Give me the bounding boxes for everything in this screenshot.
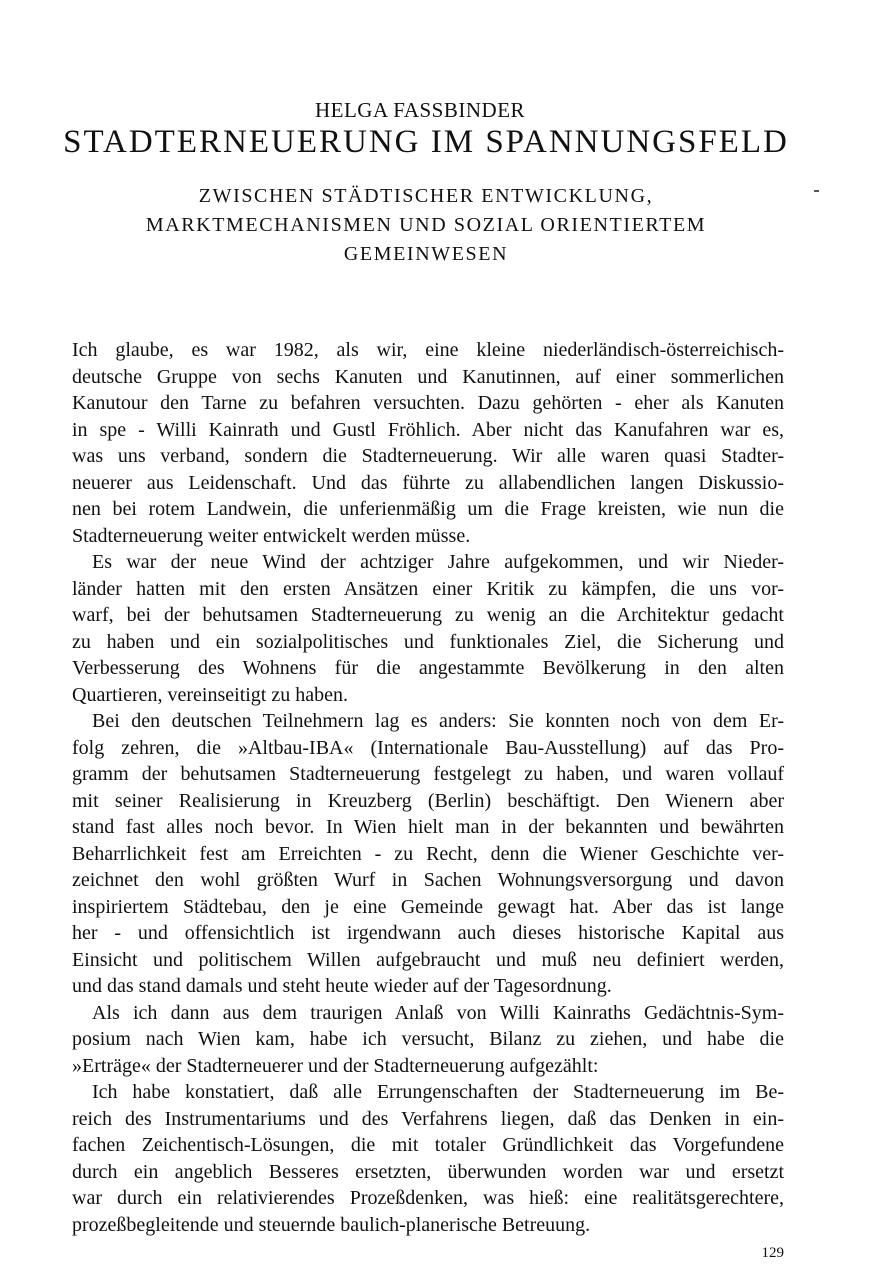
- text-line: war durch ein relativierendes Prozeßdenken, was hieß: eine realitätsgerechtere,: [72, 1187, 784, 1209]
- text-line: »Erträge« der Stadterneuerer und der Stadterneuerung aufgezählt:: [72, 1054, 599, 1077]
- text-line: Beharrlichkeit fest am Erreichten - zu Recht, denn die Wiener Geschichte ver-: [72, 842, 784, 865]
- body-text: [72, 337, 784, 1238]
- text-line: Quartieren, vereinseitigt zu haben.: [72, 683, 348, 706]
- text-line: länder hatten mit den ersten Ansätzen einer Kritik zu kämpfen, die uns vor-: [72, 577, 784, 600]
- text-line: Ich glaube, es war 1982, als wir, eine kleine niederländisch-österreichisch-: [72, 339, 784, 361]
- text-line: fachen Zeichentisch-Lösungen, die mit totaler Gründlichkeit das Vorgefundene: [72, 1134, 784, 1156]
- text-line: inspiriertem Städtebau, den je eine Gemeinde gewagt hat. Aber das ist lange: [72, 895, 784, 918]
- text-line: Einsicht und politischem Willen aufgebraucht und muß neu definiert werden,: [72, 948, 784, 971]
- text-line: was uns verband, sondern die Stadterneuerung. Wir alle waren quasi Stadter-: [72, 445, 784, 467]
- text-line: Ich habe konstatiert, daß alle Errungenschaften der Stadterneuerung im Be-: [92, 1081, 784, 1103]
- text-line: stand fast alles noch bevor. In Wien hielt man in der bekannten und bewährten: [72, 816, 784, 838]
- page-title: STADTERNEUERUNG IM SPANNUNGSFELD: [63, 124, 789, 160]
- page-number: 129: [761, 1245, 784, 1261]
- text-line: Verbesserung des Wohnens für die angestammte Bevölkerung in den alten: [72, 657, 784, 679]
- text-line: folg zehren, die »Altbau-IBA« (Internationale Bau-Ausstellung) auf das Pro-: [72, 736, 784, 759]
- paragraph: [72, 708, 784, 1000]
- text-line: und das stand damals und steht heute wieder auf der Tagesordnung.: [72, 975, 612, 997]
- paragraph: [72, 1000, 784, 1080]
- text-line: zu haben und ein sozialpolitisches und funktionales Ziel, die Sicherung und: [72, 630, 784, 653]
- text-line: mit seiner Realisierung in Kreuzberg (Berlin) beschäftigt. Den Wienern aber: [72, 789, 784, 812]
- text-line: Als ich dann aus dem traurigen Anlaß von Willi Kainraths Gedächtnis-Sym-: [92, 1001, 784, 1024]
- paragraph: [72, 1079, 784, 1238]
- paragraph: [72, 337, 784, 549]
- text-line: in spe - Willi Kainrath und Gustl Fröhlich. Aber nicht das Kanufahren war es,: [72, 418, 784, 441]
- text-line: gramm der behutsamen Stadterneuerung festgelegt zu haben, und waren vollauf: [72, 763, 784, 785]
- text-line: reich des Instrumentariums und des Verfahrens liegen, daß das Denken in ein-: [72, 1107, 784, 1130]
- scan-mark: [814, 190, 819, 192]
- text-line: her - und offensichtlich ist irgendwann auch dieses historische Kapital aus: [72, 922, 784, 944]
- subtitle-line: GEMEINWESEN: [343, 243, 509, 265]
- author-name: HELGA FASSBINDER: [314, 98, 526, 122]
- text-line: prozeßbegleitende und steuernde baulich-planerische Betreuung.: [72, 1213, 591, 1236]
- subtitle-line: MARKTMECHANISMEN UND SOZIAL ORIENTIERTEM: [145, 214, 707, 236]
- text-line: nen bei rotem Landwein, die unferienmäßig um die Frage kreisten, wie nun die: [72, 498, 784, 520]
- text-line: Bei den deutschen Teilnehmern lag es anders: Sie konnten noch von dem Er-: [92, 710, 784, 732]
- text-line: Es war der neue Wind der achtziger Jahre aufgekommen, und wir Nieder-: [92, 551, 784, 573]
- text-line: warf, bei der behutsamen Stadterneuerung zu wenig an die Architektur gedacht: [72, 604, 784, 626]
- text-line: deutsche Gruppe von sechs Kanuten und Kanutinnen, auf einer sommerlichen: [72, 365, 784, 388]
- text-line: Stadterneuerung weiter entwickelt werden müsse.: [72, 524, 471, 547]
- text-line: zeichnet den wohl größten Wurf in Sachen Wohnungsversorgung und davon: [72, 869, 784, 891]
- subtitle: [0, 182, 852, 269]
- text-line: durch ein angeblich Besseres ersetzten, überwunden worden war und ersetzt: [72, 1160, 784, 1183]
- text-line: posium nach Wien kam, habe ich versucht, Bilanz zu ziehen, und habe die: [72, 1028, 784, 1050]
- paragraph: [72, 549, 784, 708]
- text-line: Kanutour den Tarne zu befahren versuchten. Dazu gehörten - eher als Kanuten: [72, 392, 784, 414]
- subtitle-line: ZWISCHEN STÄDTISCHER ENTWICKLUNG,: [198, 185, 654, 207]
- text-line: neuerer aus Leidenschaft. Und das führte zu allabendlichen langen Diskussio-: [72, 471, 784, 494]
